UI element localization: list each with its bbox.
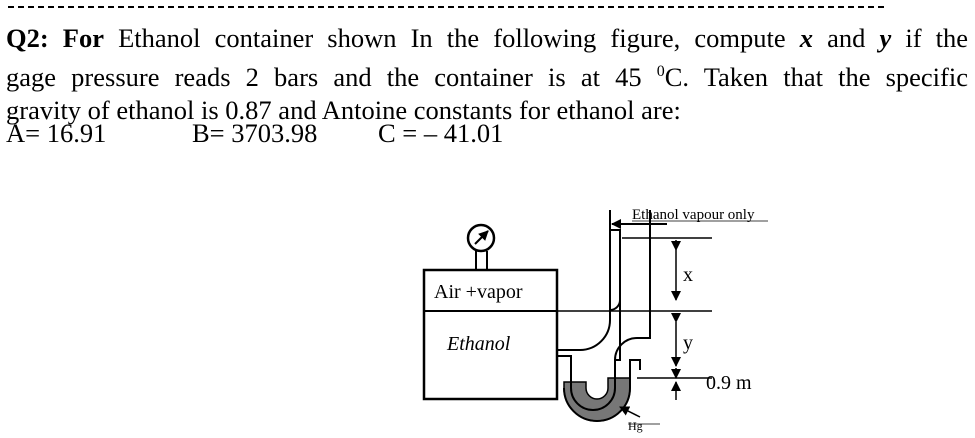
pressure-gauge-icon: [468, 225, 494, 270]
question-lead: For: [62, 23, 104, 53]
problem-text-segment: if the: [891, 23, 969, 53]
problem-text-segment: Ethanol container shown In the following figure, compute: [104, 23, 800, 53]
constant-c: C = – 41.01: [378, 118, 504, 148]
problem-text-segment: gage pressure reads 2 bars and the container is at 45: [6, 61, 657, 92]
variable-x: x: [799, 23, 814, 53]
hg-pointer: [620, 407, 640, 417]
label-vapour-only: Ethanol vapour only: [632, 207, 755, 223]
label-ethanol: Ethanol: [447, 333, 511, 355]
variable-y: y: [879, 23, 892, 53]
dimension-x: [622, 238, 712, 300]
label-height: 0.9 m: [706, 372, 752, 394]
problem-text-segment: and: [813, 23, 880, 53]
label-x: x: [683, 264, 693, 286]
dimension-height: [637, 368, 712, 400]
degree-superscript: 0: [656, 63, 665, 80]
question-number: Q2:: [6, 23, 49, 53]
problem-text-segment: C. Taken that the specific: [664, 61, 968, 92]
constant-a: A= 16.91: [6, 118, 107, 148]
label-hg: Hg: [628, 419, 643, 433]
manometer-tube: [557, 210, 650, 421]
problem-line-3: gravity of ethanol is 0.87 and Antoine constants for ethanol are:: [6, 94, 681, 125]
constant-b: B= 3703.98: [192, 118, 318, 148]
label-air-vapor: Air +vapor: [434, 281, 523, 303]
label-y: y: [683, 332, 693, 354]
